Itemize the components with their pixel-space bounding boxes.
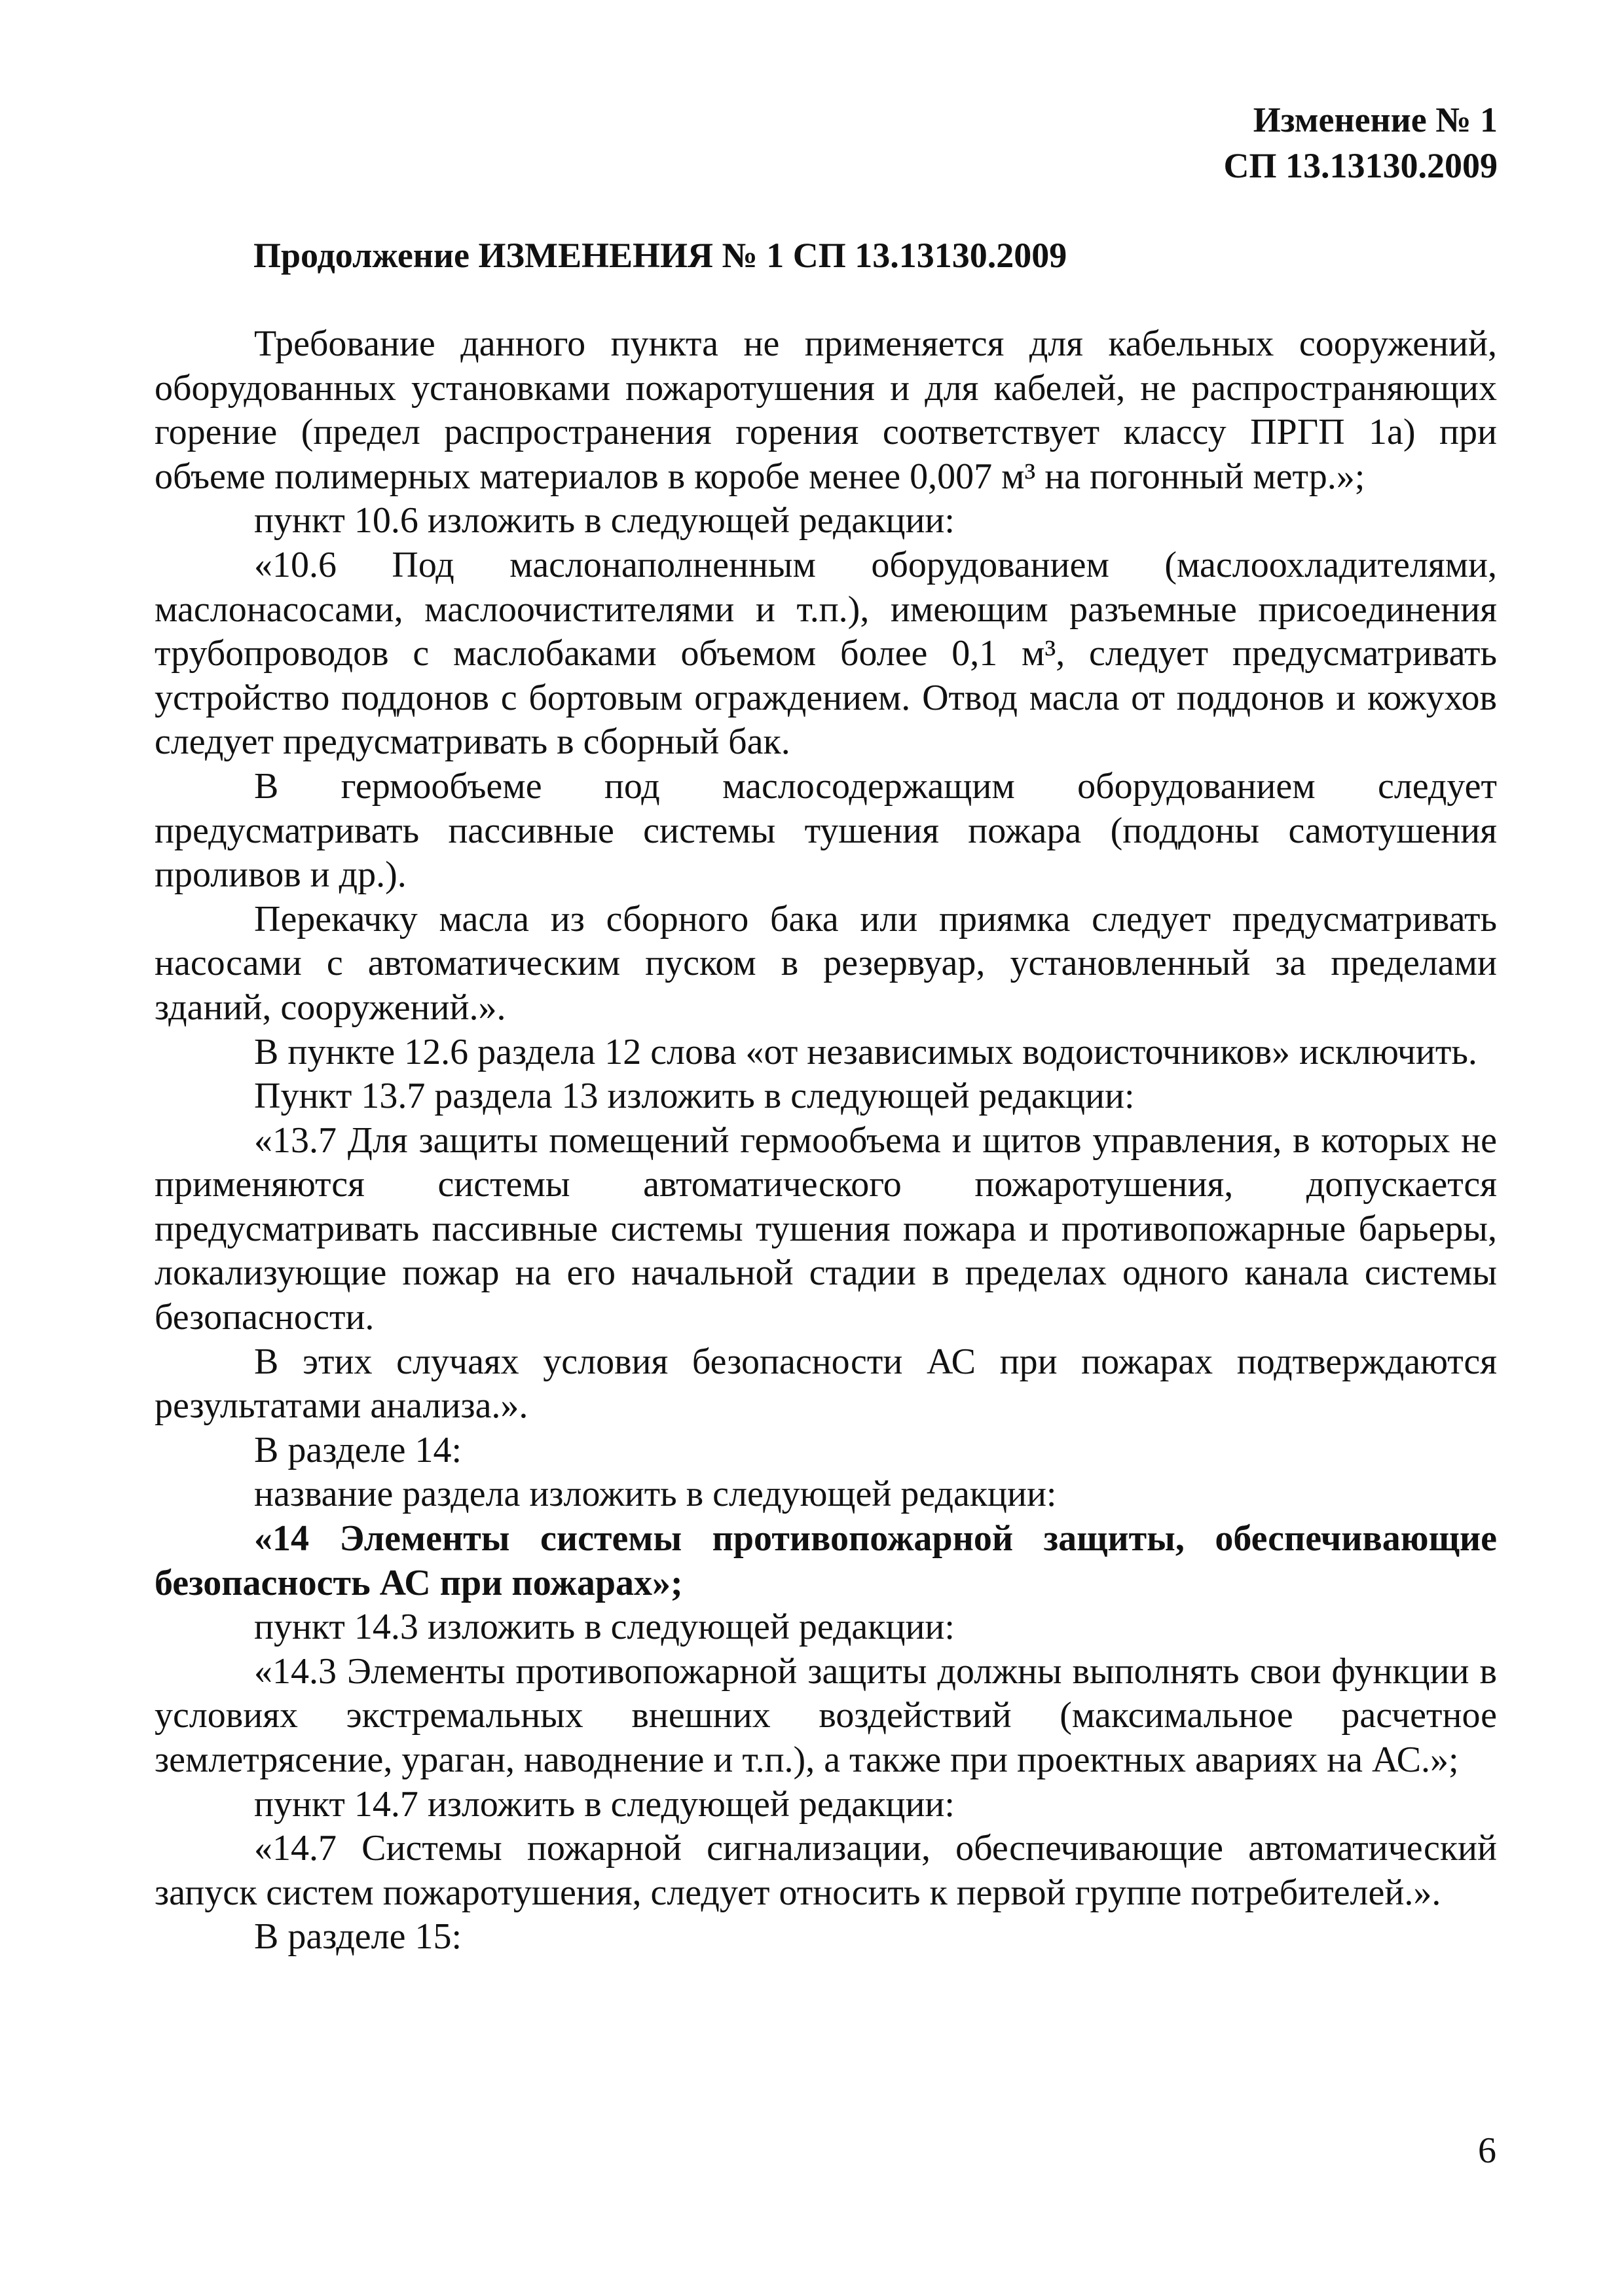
paragraph-cable-requirement: Требование данного пункта не применяется для кабельных сооружений, оборудованных установками пожаротушения и для кабелей, не распространяющих горение (предел распространения горения соответствует классу ПРГП 1а) при объеме полимерных материалов в коробе менее 0,007 м³ на погонный метр.»; <box>155 323 1497 497</box>
document-header <box>1224 97 1498 189</box>
paragraph-section-14-title-intro: название раздела изложить в следующей редакции: <box>254 1474 1057 1515</box>
paragraph-item-14-7: «14.7 Системы пожарной сигнализации, обеспечивающие автоматический запуск систем пожаротушения, следует относить к первой группе потребителей.». <box>155 1828 1497 1913</box>
document-body <box>155 322 1497 1959</box>
paragraph-item-14-3: «14.3 Элементы противопожарной защиты должны выполнять свои функции в условиях экстремальных внешних воздействий (максимальное расчетное землетрясение, ураган, наводнение и т.п.), а также при проектных авариях на АС.»; <box>155 1650 1497 1780</box>
paragraph-section-14-title: «14 Элементы системы противопожарной защиты, обеспечивающие безопасность АС при пожарах»; <box>155 1518 1497 1603</box>
standard-code: СП 13.13130.2009 <box>1223 146 1498 185</box>
paragraph-safety-analysis: В этих случаях условия безопасности АС при пожарах подтверждаются результатами анализа.». <box>155 1341 1497 1427</box>
paragraph-item-14-3-intro: пункт 14.3 изложить в следующей редакции: <box>254 1607 955 1648</box>
continuation-title: Продолжение ИЗМЕНЕНИЯ № 1 СП 13.13130.2009 <box>253 236 1067 275</box>
amendment-number: Изменение № 1 <box>1253 100 1498 139</box>
paragraph-item-12-6: В пункте 12.6 раздела 12 слова «от независимых водоисточников» исключить. <box>254 1031 1477 1072</box>
paragraph-oil-pumping: Перекачку масла из сборного бака или приямка следует предусматривать насосами с автоматическим пуском в резервуар, установленный за пределами зданий, сооружений.». <box>155 898 1497 1028</box>
paragraph-section-15: В разделе 15: <box>254 1916 462 1958</box>
paragraph-item-13-7: «13.7 Для защиты помещений гермообъема и щитов управления, в которых не применяются системы автоматического пожаротушения, допускается предусматривать пассивные системы тушения пожара и противопожарные барьеры, локализующие пожар на его начальной стадии в пределах одного канала системы безопасности. <box>155 1120 1497 1338</box>
page-number: 6 <box>1478 2130 1496 2171</box>
paragraph-item-14-7-intro: пункт 14.7 изложить в следующей редакции: <box>254 1783 955 1825</box>
paragraph-item-10-6-intro: пункт 10.6 изложить в следующей редакции: <box>254 500 955 541</box>
paragraph-containment-oil: В гермообъеме под маслосодержащим оборудованием следует предусматривать пассивные системы тушения пожара (поддоны самотушения проливов и др.). <box>155 765 1497 896</box>
paragraph-section-14: В разделе 14: <box>254 1429 462 1470</box>
paragraph-item-13-7-intro: Пункт 13.7 раздела 13 изложить в следующей редакции: <box>254 1076 1135 1117</box>
paragraph-item-10-6: «10.6 Под маслонаполненным оборудованием (маслоохладителями, маслонасосами, маслоочистителями и т.п.), имеющим разъемные присоединения трубопроводов с маслобаками объемом более 0,1 м³, следует предусматривать устройство поддонов с бортовым ограждением. Отвод масла от поддонов и кожухов следует предусматривать в сборный бак. <box>155 544 1497 763</box>
